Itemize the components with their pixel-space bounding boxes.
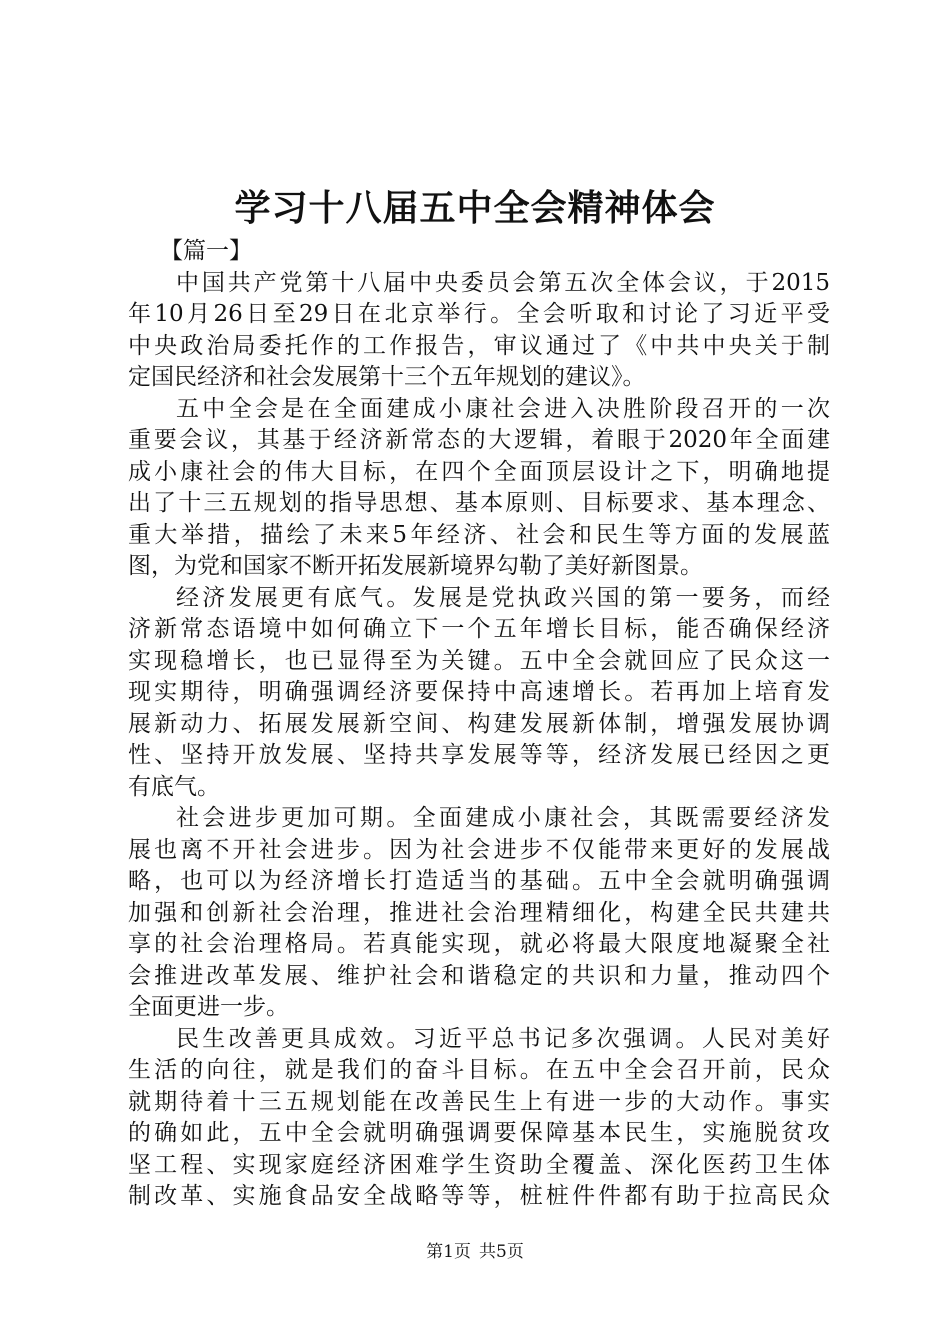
paragraph-line: 重大举措，描绘了未来5年经济、社会和民生等方面的发展蓝 <box>128 521 830 548</box>
paragraph-line: 有底气。 <box>128 773 220 800</box>
section-label: 【篇一】 <box>160 238 252 264</box>
paragraph-line: 性、坚持开放发展、坚持共享发展等等，经济发展已经因之更 <box>128 742 830 768</box>
paragraph <box>128 803 830 1024</box>
paragraph-line: 实现稳增长，也已显得至为关键。五中全会就回应了民众这一 <box>128 647 830 674</box>
document-title: 学习十八届五中全会精神体会 <box>234 187 716 229</box>
paragraph <box>128 394 830 583</box>
paragraph-line: 就期待着十三五规划能在改善民生上有进一步的大动作。事实 <box>128 1088 830 1115</box>
paragraph-line: 全面更进一步。 <box>128 994 289 1020</box>
paragraph-line: 加强和创新社会治理，推进社会治理精细化，构建全民共建共 <box>128 899 830 926</box>
paragraph-line: 图，为党和国家不断开拓发展新境界勾勒了美好新图景。 <box>128 553 703 579</box>
total-pages: 共5页 <box>479 1242 524 1262</box>
paragraph-line: 中国共产党第十八届中央委员会第五次全体会议，于2015 <box>176 269 830 296</box>
paragraph-line: 的确如此，五中全会就明确强调要保障基本民生，实施脱贫攻 <box>128 1120 830 1146</box>
page-footer <box>0 1240 950 1264</box>
paragraph-line: 出了十三五规划的指导思想、基本原则、目标要求、基本理念、 <box>128 490 830 516</box>
paragraph-line: 会推进改革发展、维护社会和谐稳定的共识和力量，推动四个 <box>128 962 830 989</box>
paragraph-line: 定国民经济和社会发展第十三个五年规划的建议》。 <box>128 364 646 390</box>
paragraph-line: 中央政治局委托作的工作报告，审议通过了《中共中央关于制 <box>128 332 830 359</box>
paragraph <box>128 583 830 804</box>
paragraph-line: 展也离不开社会进步。因为社会进步不仅能带来更好的发展战 <box>128 836 830 863</box>
paragraph-line: 现实期待，明确强调经济要保持中高速增长。若再加上培育发 <box>128 679 830 705</box>
paragraph <box>128 268 830 394</box>
paragraph-line: 民生改善更具成效。习近平总书记多次强调。人民对美好 <box>176 1025 830 1052</box>
paragraph-line: 制改革、实施食品安全战略等等，桩桩件件都有助于拉高民众 <box>128 1183 830 1209</box>
paragraph-line: 展新动力、拓展发展新空间、构建发展新体制，增强发展协调 <box>128 710 830 737</box>
page-number: 第1页 <box>426 1242 471 1262</box>
paragraph-line: 年10月26日至29日在北京举行。全会听取和讨论了习近平受 <box>128 301 830 327</box>
document-body <box>128 236 830 1213</box>
paragraph-line: 五中全会是在全面建成小康社会进入决胜阶段召开的一次 <box>176 395 830 422</box>
paragraph-line: 济新常态语境中如何确立下一个五年增长目标，能否确保经济 <box>128 616 830 642</box>
paragraph-line: 坚工程、实现家庭经济困难学生资助全覆盖、深化医药卫生体 <box>128 1151 830 1178</box>
paragraph-line: 生活的向往，就是我们的奋斗目标。在五中全会召开前，民众 <box>128 1057 830 1083</box>
paragraph-line: 社会进步更加可期。全面建成小康社会，其既需要经济发 <box>176 805 830 831</box>
paragraph-line: 重要会议，其基于经济新常态的大逻辑，着眼于2020年全面建 <box>128 427 830 453</box>
paragraph-line: 略，也可以为经济增长打造适当的基础。五中全会就明确强调 <box>128 868 830 894</box>
paragraph <box>128 1024 830 1213</box>
paragraph-line: 经济发展更有底气。发展是党执政兴国的第一要务，而经 <box>176 584 830 611</box>
paragraph-line: 成小康社会的伟大目标，在四个全面顶层设计之下，明确地提 <box>128 458 830 485</box>
paragraph-line: 享的社会治理格局。若真能实现，就必将最大限度地凝聚全社 <box>128 931 830 957</box>
